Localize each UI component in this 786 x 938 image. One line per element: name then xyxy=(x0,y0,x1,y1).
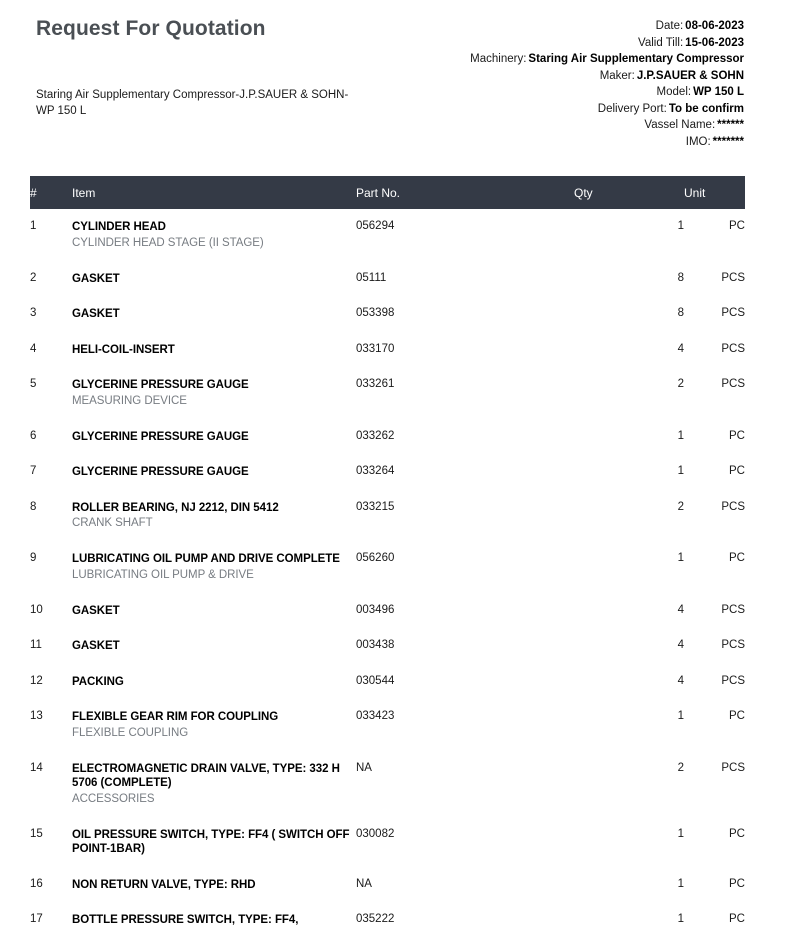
column-header-unit: Unit xyxy=(684,176,745,209)
cell-part-no: 033262 xyxy=(356,419,574,455)
item-name: OIL PRESSURE SWITCH, TYPE: FF4 ( SWITCH OFF POINT-1BAR) xyxy=(72,828,350,855)
document-meta-list xyxy=(470,14,744,150)
cell-item xyxy=(72,296,356,332)
cell-index: 17 xyxy=(30,902,72,938)
cell-index: 12 xyxy=(30,664,72,700)
cell-item xyxy=(72,902,356,938)
item-description: MEASURING DEVICE xyxy=(72,394,187,407)
item-name: BOTTLE PRESSURE SWITCH, TYPE: FF4, xyxy=(72,914,299,926)
cell-qty: 1 xyxy=(574,419,684,455)
meta-value: Staring Air Supplementary Compressor xyxy=(528,53,744,65)
table-row[interactable] xyxy=(30,367,745,419)
cell-part-no: 003496 xyxy=(356,593,574,629)
cell-unit: PCS xyxy=(684,664,745,700)
meta-label: Model: xyxy=(656,86,692,98)
item-description: ACCESSORIES xyxy=(72,792,155,805)
cell-unit: PC xyxy=(684,454,745,490)
cell-qty: 1 xyxy=(574,454,684,490)
cell-unit: PC xyxy=(684,541,745,593)
meta-label: Date: xyxy=(655,20,684,32)
cell-item xyxy=(72,209,356,261)
cell-part-no: 035222 xyxy=(356,902,574,938)
table-row[interactable] xyxy=(30,419,745,455)
cell-part-no: 056260 xyxy=(356,541,574,593)
cell-part-no: 033423 xyxy=(356,699,574,751)
cell-index: 10 xyxy=(30,593,72,629)
cell-index: 11 xyxy=(30,628,72,664)
column-header-index: # xyxy=(30,176,72,209)
cell-unit: PCS xyxy=(684,593,745,629)
header-left-block xyxy=(36,14,366,119)
table-row[interactable] xyxy=(30,664,745,700)
cell-item xyxy=(72,593,356,629)
item-description: FLEXIBLE COUPLING xyxy=(72,726,189,739)
table-row[interactable] xyxy=(30,751,745,817)
cell-qty: 1 xyxy=(574,902,684,938)
cell-unit: PCS xyxy=(684,296,745,332)
cell-qty: 4 xyxy=(574,664,684,700)
meta-value: WP 150 L xyxy=(693,86,744,98)
table-row[interactable] xyxy=(30,628,745,664)
cell-qty: 8 xyxy=(574,296,684,332)
item-description: LUBRICATING OIL PUMP & DRIVE xyxy=(72,568,254,581)
cell-unit: PC xyxy=(684,817,745,867)
cell-part-no: 05111 xyxy=(356,261,574,297)
item-name: CYLINDER HEAD xyxy=(72,221,166,233)
cell-index: 6 xyxy=(30,419,72,455)
table-row[interactable] xyxy=(30,332,745,368)
meta-value: 15-06-2023 xyxy=(685,36,744,49)
cell-unit: PCS xyxy=(684,628,745,664)
cell-qty: 8 xyxy=(574,261,684,297)
cell-qty: 4 xyxy=(574,593,684,629)
cell-unit: PC xyxy=(684,209,745,261)
meta-label: Valid Till: xyxy=(638,36,684,49)
cell-index: 15 xyxy=(30,817,72,867)
cell-index: 2 xyxy=(30,261,72,297)
cell-index: 4 xyxy=(30,332,72,368)
meta-row xyxy=(470,68,744,85)
cell-unit: PC xyxy=(684,699,745,751)
cell-index: 9 xyxy=(30,541,72,593)
table-row[interactable] xyxy=(30,817,745,867)
table-row[interactable] xyxy=(30,490,745,542)
meta-row xyxy=(470,101,744,118)
cell-index: 8 xyxy=(30,490,72,542)
item-name: GASKET xyxy=(72,604,120,617)
line-items-table-wrap xyxy=(30,176,745,938)
cell-item xyxy=(72,664,356,700)
table-row[interactable] xyxy=(30,209,745,261)
item-name: FLEXIBLE GEAR RIM FOR COUPLING xyxy=(72,711,279,723)
cell-part-no: 033170 xyxy=(356,332,574,368)
cell-unit: PCS xyxy=(684,490,745,542)
cell-item xyxy=(72,541,356,593)
cell-unit: PCS xyxy=(684,367,745,419)
table-header-row xyxy=(30,176,745,209)
table-row[interactable] xyxy=(30,867,745,903)
item-name: GLYCERINE PRESSURE GAUGE xyxy=(72,430,249,443)
cell-unit: PC xyxy=(684,867,745,903)
page-title: Request For Quotation xyxy=(36,17,266,40)
item-name: LUBRICATING OIL PUMP AND DRIVE COMPLETE xyxy=(72,553,340,565)
cell-item xyxy=(72,454,356,490)
document-header xyxy=(0,0,786,150)
meta-row xyxy=(470,51,744,68)
cell-index: 7 xyxy=(30,454,72,490)
cell-item xyxy=(72,628,356,664)
cell-part-no: 033215 xyxy=(356,490,574,542)
column-header-item: Item xyxy=(72,176,356,209)
cell-qty: 1 xyxy=(574,867,684,903)
item-description: CYLINDER HEAD STAGE (II STAGE) xyxy=(72,236,264,249)
item-name: HELI-COIL-INSERT xyxy=(72,343,175,356)
item-description: CRANK SHAFT xyxy=(72,517,153,529)
meta-value: J.P.SAUER & SOHN xyxy=(636,69,744,82)
cell-item xyxy=(72,490,356,542)
meta-value: 08-06-2023 xyxy=(685,20,744,32)
cell-unit: PC xyxy=(684,419,745,455)
meta-row xyxy=(470,84,744,101)
cell-qty: 2 xyxy=(574,751,684,817)
cell-index: 16 xyxy=(30,867,72,903)
meta-row xyxy=(470,134,744,151)
cell-index: 14 xyxy=(30,751,72,817)
table-body xyxy=(30,209,745,938)
line-items-table xyxy=(30,176,745,938)
table-row[interactable] xyxy=(30,593,745,629)
item-name: GLYCERINE PRESSURE GAUGE xyxy=(72,379,249,391)
cell-index: 13 xyxy=(30,699,72,751)
cell-qty: 1 xyxy=(574,699,684,751)
cell-item xyxy=(72,367,356,419)
cell-item xyxy=(72,332,356,368)
item-name: NON RETURN VALVE, TYPE: RHD xyxy=(72,878,256,891)
item-name: GLYCERINE PRESSURE GAUGE xyxy=(72,466,249,478)
meta-label: Delivery Port: xyxy=(597,102,667,115)
meta-value: ****** xyxy=(717,119,744,131)
cell-qty: 1 xyxy=(574,209,684,261)
cell-part-no: 033264 xyxy=(356,454,574,490)
table-row[interactable] xyxy=(30,261,745,297)
meta-row xyxy=(470,117,744,134)
column-header-part-no: Part No. xyxy=(356,176,574,209)
cell-item xyxy=(72,261,356,297)
cell-part-no: 033261 xyxy=(356,367,574,419)
item-name: GASKET xyxy=(72,308,120,320)
cell-qty: 2 xyxy=(574,490,684,542)
cell-qty: 1 xyxy=(574,541,684,593)
meta-row xyxy=(470,18,744,35)
table-row[interactable] xyxy=(30,541,745,593)
cell-qty: 1 xyxy=(574,817,684,867)
table-header xyxy=(30,176,745,209)
cell-item xyxy=(72,867,356,903)
column-header-qty: Qty xyxy=(574,176,684,209)
cell-unit: PCS xyxy=(684,261,745,297)
cell-unit: PCS xyxy=(684,751,745,817)
cell-part-no: NA xyxy=(356,751,574,817)
meta-label: Maker: xyxy=(599,69,635,82)
item-name: GASKET xyxy=(72,640,120,652)
cell-index: 3 xyxy=(30,296,72,332)
table-row[interactable] xyxy=(30,902,745,938)
cell-part-no: 030082 xyxy=(356,817,574,867)
cell-qty: 4 xyxy=(574,332,684,368)
cell-unit: PC xyxy=(684,902,745,938)
cell-item xyxy=(72,419,356,455)
meta-row xyxy=(470,35,744,52)
item-name: ELECTROMAGNETIC DRAIN VALVE, TYPE: 332 H 5706 (COMPLETE) xyxy=(72,762,340,789)
cell-part-no: 056294 xyxy=(356,209,574,261)
cell-part-no: NA xyxy=(356,867,574,903)
item-name: PACKING xyxy=(72,675,124,688)
cell-part-no: 030544 xyxy=(356,664,574,700)
cell-item xyxy=(72,751,356,817)
meta-label: Vassel Name: xyxy=(644,119,716,131)
item-name: ROLLER BEARING, NJ 2212, DIN 5412 xyxy=(72,501,279,514)
cell-part-no: 003438 xyxy=(356,628,574,664)
meta-label: Machinery: xyxy=(470,53,527,65)
meta-value: To be confirm xyxy=(668,102,744,115)
cell-index: 1 xyxy=(30,209,72,261)
document-subtitle: Staring Air Supplementary Compressor-J.P.SAUER & SOHN-WP 150 L xyxy=(36,89,349,118)
table-row[interactable] xyxy=(30,296,745,332)
cell-qty: 4 xyxy=(574,628,684,664)
cell-index: 5 xyxy=(30,367,72,419)
item-name: GASKET xyxy=(72,272,120,285)
table-row[interactable] xyxy=(30,699,745,751)
cell-item xyxy=(72,817,356,867)
meta-label: IMO: xyxy=(685,135,711,148)
cell-qty: 2 xyxy=(574,367,684,419)
table-row[interactable] xyxy=(30,454,745,490)
cell-part-no: 053398 xyxy=(356,296,574,332)
meta-value: ******* xyxy=(712,135,744,148)
cell-item xyxy=(72,699,356,751)
cell-unit: PCS xyxy=(684,332,745,368)
